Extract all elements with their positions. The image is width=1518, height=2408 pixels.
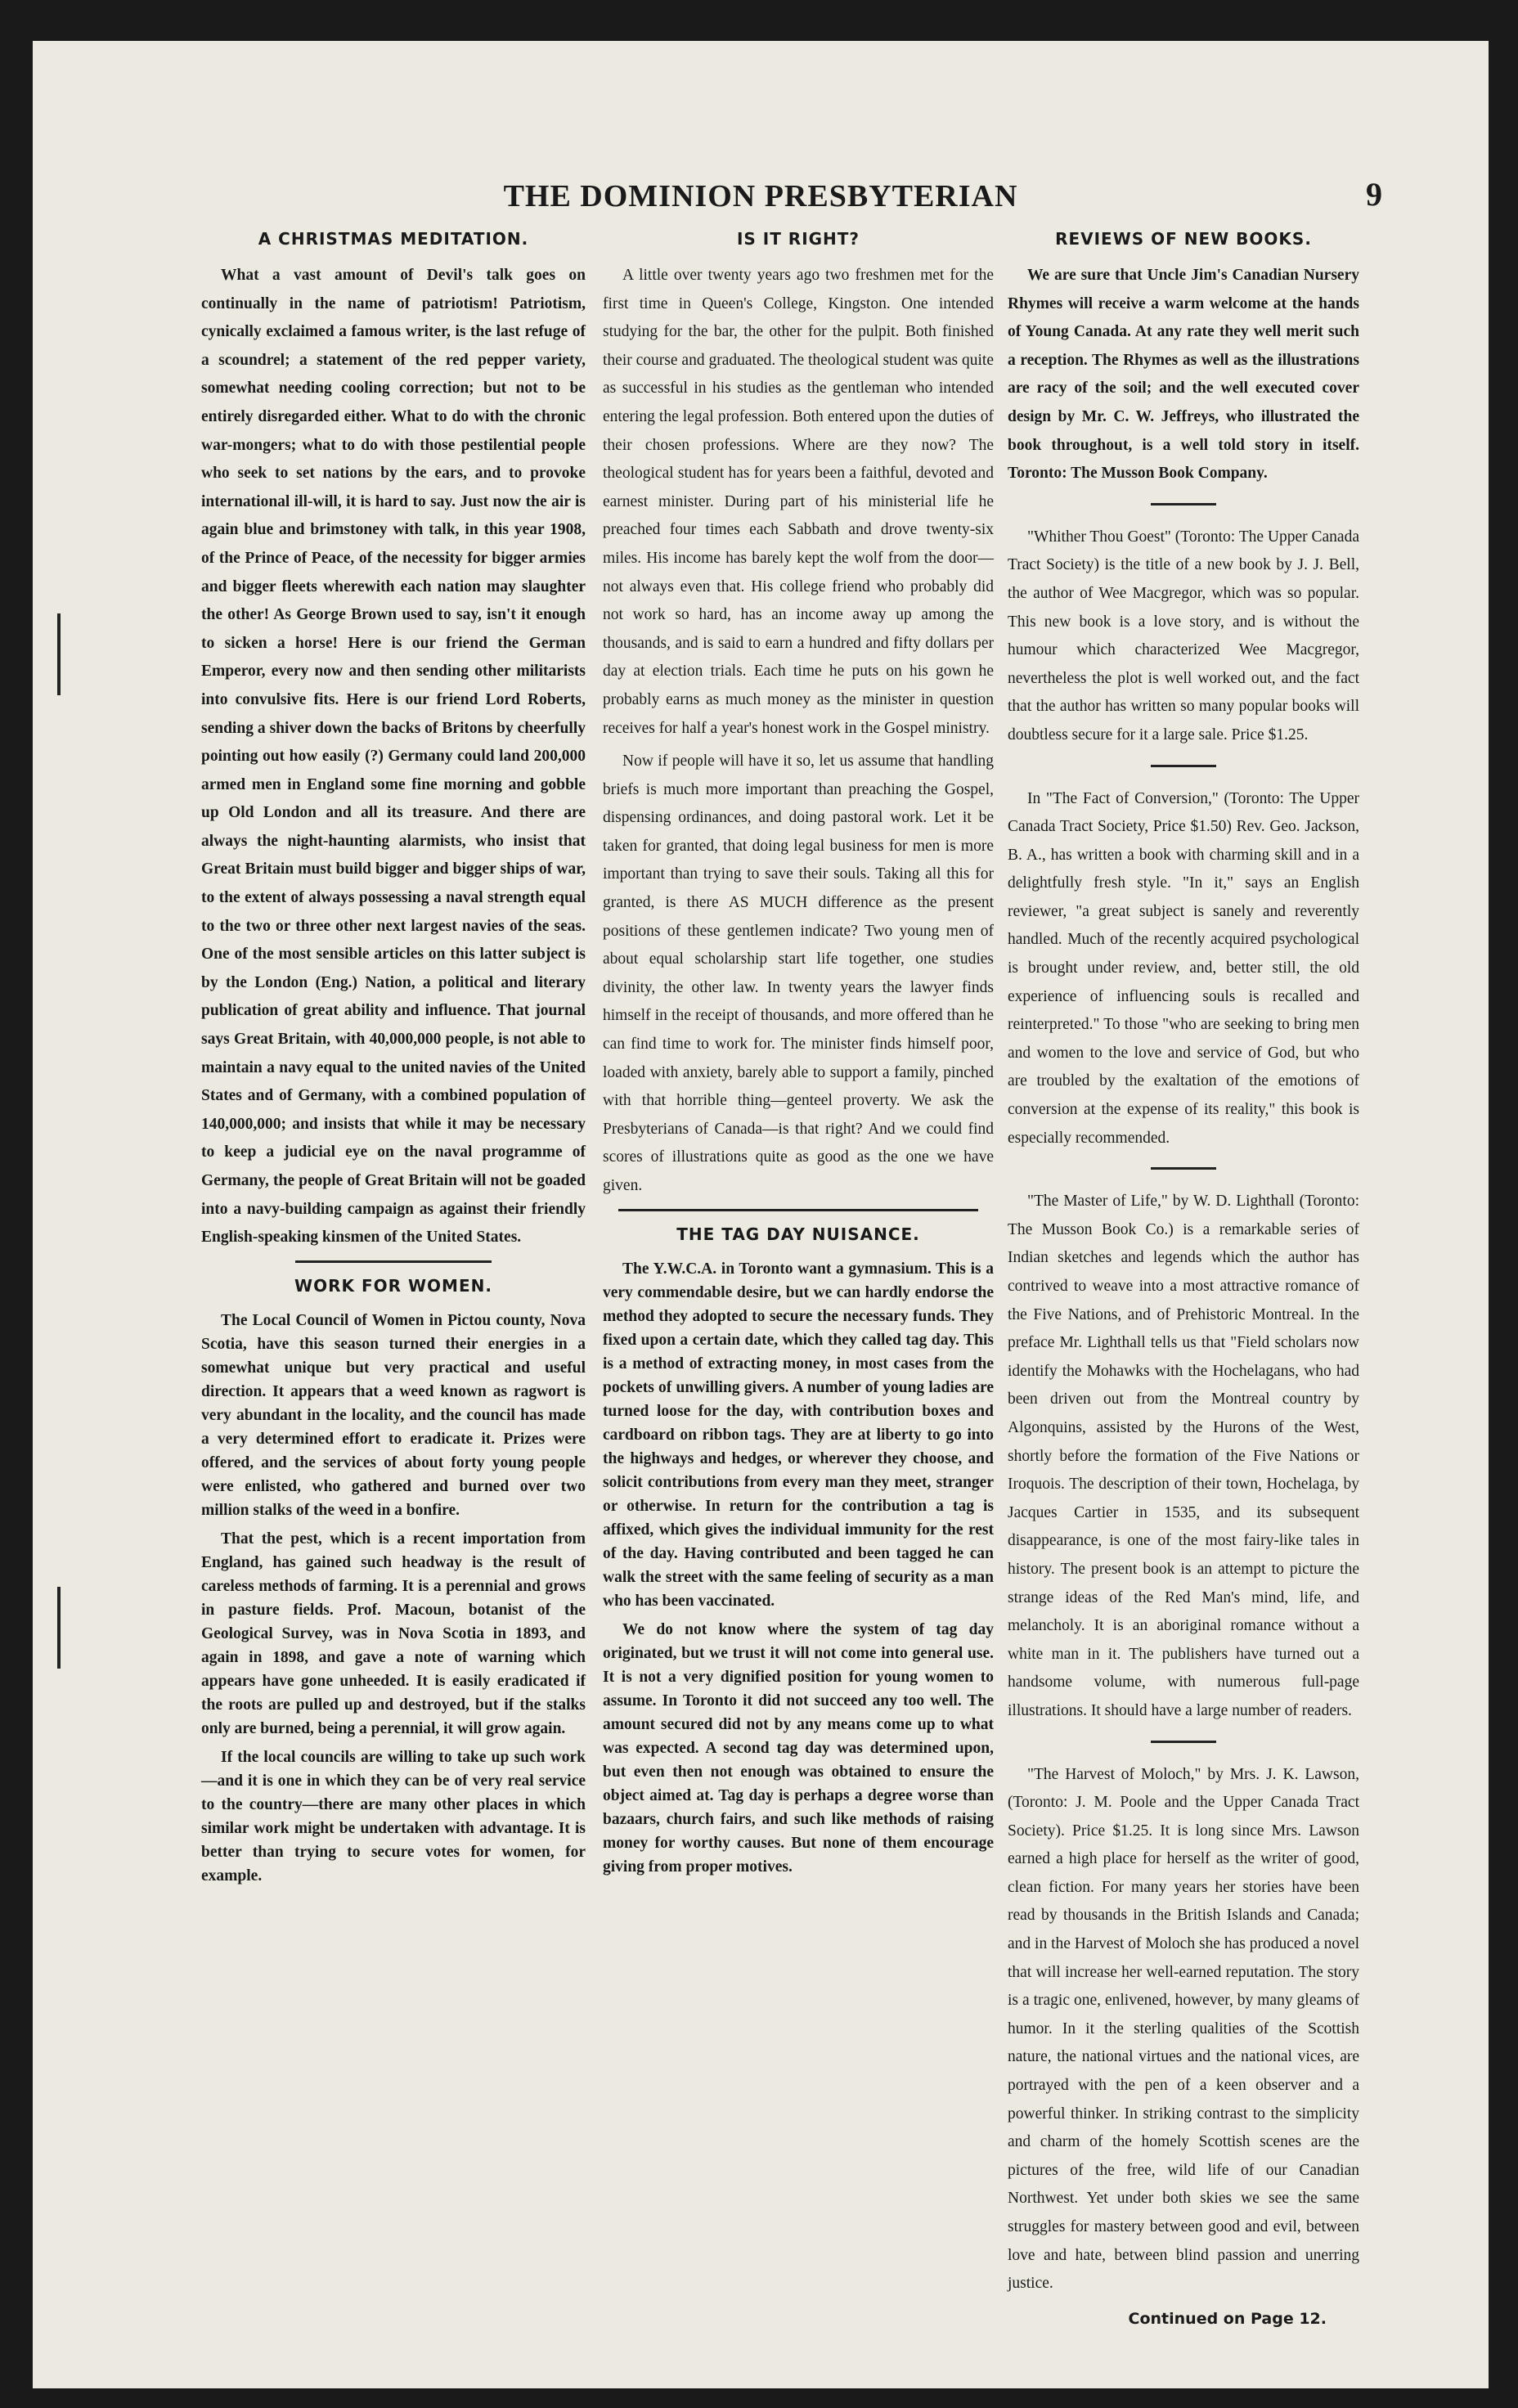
column-3	[1008, 227, 1359, 2333]
tag-paragraph: We do not know where the system of tag day originated, but we trust it will not come into general use. It is not a very dignified position for young women to assume. In Toronto it did not succeed any too well. The amount secured did not by any means come up to what was expected. A second tag day was determined upon, but even then not enough was obtained to ensure the object aimed at. Tag day is perhaps a degree worse than bazaars, church fairs, and such like methods of raising money for worthy causes. But none of them encourage giving from proper motives.	[603, 1620, 994, 1876]
work-paragraph: That the pest, which is a recent importation from England, has gained such headway is the result of careless methods of farming. It is a perennial and grows in pasture fields. Prof. Macoun, botanist of the Geological Survey, was in Nova Scotia in 1893, and again in 1898, and gave a note of warning which appears have gone unheeded. It is easily eradicated if the roots are pulled up and destroyed, but if the stalks only are burned, being a perennial, it will grow again.	[201, 1530, 586, 1737]
article-tag-day-nuisance	[603, 1223, 994, 1879]
heading-reviews-of-new-books: REVIEWS OF NEW BOOKS.	[1055, 229, 1312, 249]
margin-bracket-upper	[57, 613, 67, 695]
newspaper-page	[33, 41, 1489, 2388]
review-harvest-of-moloch: "The Harvest of Moloch," by Mrs. J. K. Lawson, (Toronto: J. M. Poole and the Upper Canada Tract Society). Price $1.25. It is long since Mrs. Lawson earned a high place for herself as the writer of good, clean fiction. For many years her stories have been read by thousands in the British Islands and Canada; and in the Harvest of Moloch she has produced a novel that will increase her well-earned reputation. The story is a tragic one, enlivened, however, by many gleams of humor. In it the sterling qualities of the Scottish nature, the national virtues and the national vices, are portrayed with the pen of a keen observer and a powerful thinker. In striking contrast to the simplicity and charm of the homely Scottish scenes are the pictures of the free, wild life of our Canadian Northwest. Yet under both skies we see the same struggles for mastery between good and evil, between love and hate, between blind passion and unerring justice.	[1008, 1765, 1359, 2293]
column-1	[201, 227, 586, 1893]
article-christmas-meditation	[201, 227, 586, 1252]
review-fact-of-conversion: In "The Fact of Conversion," (Toronto: The Upper Canada Tract Society, Price $1.50) Rev. Geo. Jackson, B. A., has written a book with charming skill and in a delightfully fresh style. "In it," says an English reviewer, "a great subject is sanely and reverently handled. Much of the recently acquired psychological is brought under review, and, better still, the old experience of influencing souls is recalled and reinterpreted." To those "who are seeking to bring men and women to the love and service of God, but who are troubled by the exaltation of the emotions of conversion at the expense of its reality," this book is especially recommended.	[1008, 789, 1359, 1147]
right-paragraph: A little over twenty years ago two freshmen met for the first time in Queen's College, Kingston. One intended studying for the bar, the other for the pulpit. Both finished their course and graduated. The theological student was quite as successful in his studies as the gentleman who intended entering the legal profession. Both entered upon the duties of their chosen professions. Where are they now? The theological student has for years been a faithful, devoted and earnest minister. During part of his ministerial life he preached four times each Sabbath and drove twenty-six miles. His income has barely kept the wolf from the door—not always even that. His college friend who probably did not work so hard, has an income away up among the thousands, and is said to earn a hundred and fifty dollars per day at election trials. Each time he puts on his gown he probably earns as much money as the minister in question receives for half a year's honest work in the Gospel ministry.	[603, 267, 994, 737]
tag-paragraph: The Y.W.C.A. in Toronto want a gymnasium. This is a very commendable desire, but we can hardly endorse the method they adopted to secure the necessary funds. They fixed upon a certain date, which they called tag day. This is a method of extracting money, in most cases from the pockets of unwilling givers. A number of young ladies are turned loose for the day, with contribution boxes and cardboard on ribbon tags. They are at liberty to go into the highways and hedges, or wherever they choose, and solicit contributions from every man they meet, stranger or otherwise. In return for the contribution a tag is affixed, which gives the individual immunity for the rest of the day. Having contributed and been tagged he can walk the street with the same feeling of security as a man who has been vaccinated.	[603, 1260, 994, 1610]
continued-notice: Continued on Page 12.	[1128, 2309, 1327, 2328]
heading-christmas-meditation: A CHRISTMAS MEDITATION.	[258, 229, 529, 249]
review-divider	[1151, 1167, 1216, 1170]
review-uncle-jims-rhymes	[1008, 262, 1359, 488]
review-whither-thou-goest: "Whither Thou Goest" (Toronto: The Upper Canada Tract Society) is the title of a new book by J. J. Bell, the author of Wee Macgregor, which was so popular. This new book is a love story, and is without the humour which characterized Wee Macgregor, nevertheless the plot is well worked out, and the fact that the author has written so many popular books will doubtless secure for it a large sale. Price $1.25.	[1008, 528, 1359, 744]
heading-work-for-women: WORK FOR WOMEN.	[294, 1275, 492, 1296]
article-work-for-women	[201, 1274, 586, 1888]
right-paragraph: Now if people will have it so, let us assume that handling briefs is much more important than preaching the Gospel, dispensing ordinances, and doing pastoral work. Let it be taken for granted, that doing legal business for men is more important than trying to save their souls. Taking all this for granted, is there AS MUCH difference as the present positions of these gentlemen indicate? Two young men of about equal scholarship start life together, one studies divinity, the other law. In twenty years the lawyer finds himself in the receipt of thousands, and more offered than he can find time to work for. The minister finds himself poor, loaded with anxiety, barely able to support a family, pinched with that horrible thing—genteel proverty. We ask the Presbyterians of Canada—is that right? And we could find scores of illustrations quite as good as the one we have given.	[603, 752, 994, 1194]
work-paragraph: The Local Council of Women in Pictou county, Nova Scotia, have this season turned their energies in a somewhat unique but very practical and useful direction. It appears that a weed known as ragwort is very abundant in the locality, and the council has made a very determined effort to eradicate it. Prizes were offered, and the services of about forty young people were enlisted, who gathered and burned over two million stalks of the weed in a bonfire.	[201, 1311, 586, 1519]
review-divider	[1151, 765, 1216, 767]
section-rule	[295, 1260, 492, 1263]
running-title: THE DOMINION PRESBYTERIAN	[503, 179, 1018, 213]
margin-bracket-lower	[57, 1587, 67, 1669]
christmas-paragraph: What a vast amount of Devil's talk goes on continually in the name of patriotism! Patriotism, cynically exclaimed a famous writer, is the last refuge of a scoundrel; a statement of the red pepper variety, somewhat needing cooling correction; but not to be entirely disregarded either. What to do with the chronic war-mongers; what to do with those pestilential people who seek to set nations by the ears, and to provoke international ill-will, it is hard to say. Just now the air is again blue and brimstoney with talk, in this year 1908, of the Prince of Peace, of the necessity for bigger armies and bigger fleets wherewith each nation may slaughter the other! As George Brown used to say, isn't it enough to sicken a horse! Here is our friend the German Emperor, every now and then sending other militarists into convulsive fits. Here is our friend Lord Roberts, sending a shiver down the backs of Britons by cheerfully pointing out how easily (?) Germany could land 200,000 armed men in England some fine morning and gobble up Old London and all its treasure. And there are always the night-haunting alarmists, who insist that Great Britain must build bigger and bigger ships of war, to the extent of always possessing a naval strength equal to the two or three other next largest navies of the seas. One of the most sensible articles on this latter subject is by the London (Eng.) Nation, a political and literary publication of great ability and influence. That journal says Great Britain, with 40,000,000 people, is not able to maintain a navy equal to the united navies of the United States and of Germany, with a combined population of 140,000,000; and insists that while it may be necessary to keep a judicial eye on the naval programme of Germany, the people of Great Britain will not be goaded into a navy-building campaign as against their friendly English-speaking kinsmen of the United States.	[201, 267, 586, 1247]
work-paragraph: If the local councils are willing to take up such work—and it is one in which they can be of very real service to the country—there are many other places in which similar work might be undertaken with advantage. It is better than trying to secure votes for women, for example.	[201, 1748, 586, 1885]
page-number: 9	[1366, 176, 1382, 213]
heading-tag-day-nuisance: THE TAG DAY NUISANCE.	[676, 1224, 920, 1244]
review-master-of-life: "The Master of Life," by W. D. Lighthall (Toronto: The Musson Book Co.) is a remarkable series of Indian sketches and legends which the author has contrived to weave into a most attractive romance of the Five Nations, and of Prehistoric Montreal. In the preface Mr. Lighthall tells us that "Field scholars now identify the Mohawks with the Hochelagans, who had been driven out from the Montreal country by Algonquins, assisted by the Hurons of the West, shortly before the formation of the Five Nations or Iroquois. The description of their town, Hochelaga, by Jacques Cartier in 1535, and its subsequent disappearance, is one of the most fairy-like tales in history. The present book is an attempt to picture the strange ideas of the Red Man's mind, life, and melancholy. It is an aboriginal romance without a white man in it. The publishers have turned out a handsome volume, with numerous full-page illustrations. It should have a large number of readers.	[1008, 1193, 1359, 1719]
heading-is-it-right: IS IT RIGHT?	[736, 229, 860, 249]
review-divider	[1151, 1741, 1216, 1743]
review-divider	[1151, 503, 1216, 505]
review-paragraph: We are sure that Uncle Jim's Canadian Nursery Rhymes will receive a warm welcome at the hands of Young Canada. At any rate they well merit such a reception. The Rhymes as well as the illustrations are racy of the soil; and the well executed cover design by Mr. C. W. Jeffreys, who illustrated the book throughout, is a well told story in itself. Toronto: The Musson Book Company.	[1008, 267, 1359, 483]
section-rule	[618, 1209, 978, 1211]
article-is-it-right	[603, 227, 994, 1201]
column-2	[603, 227, 994, 1884]
